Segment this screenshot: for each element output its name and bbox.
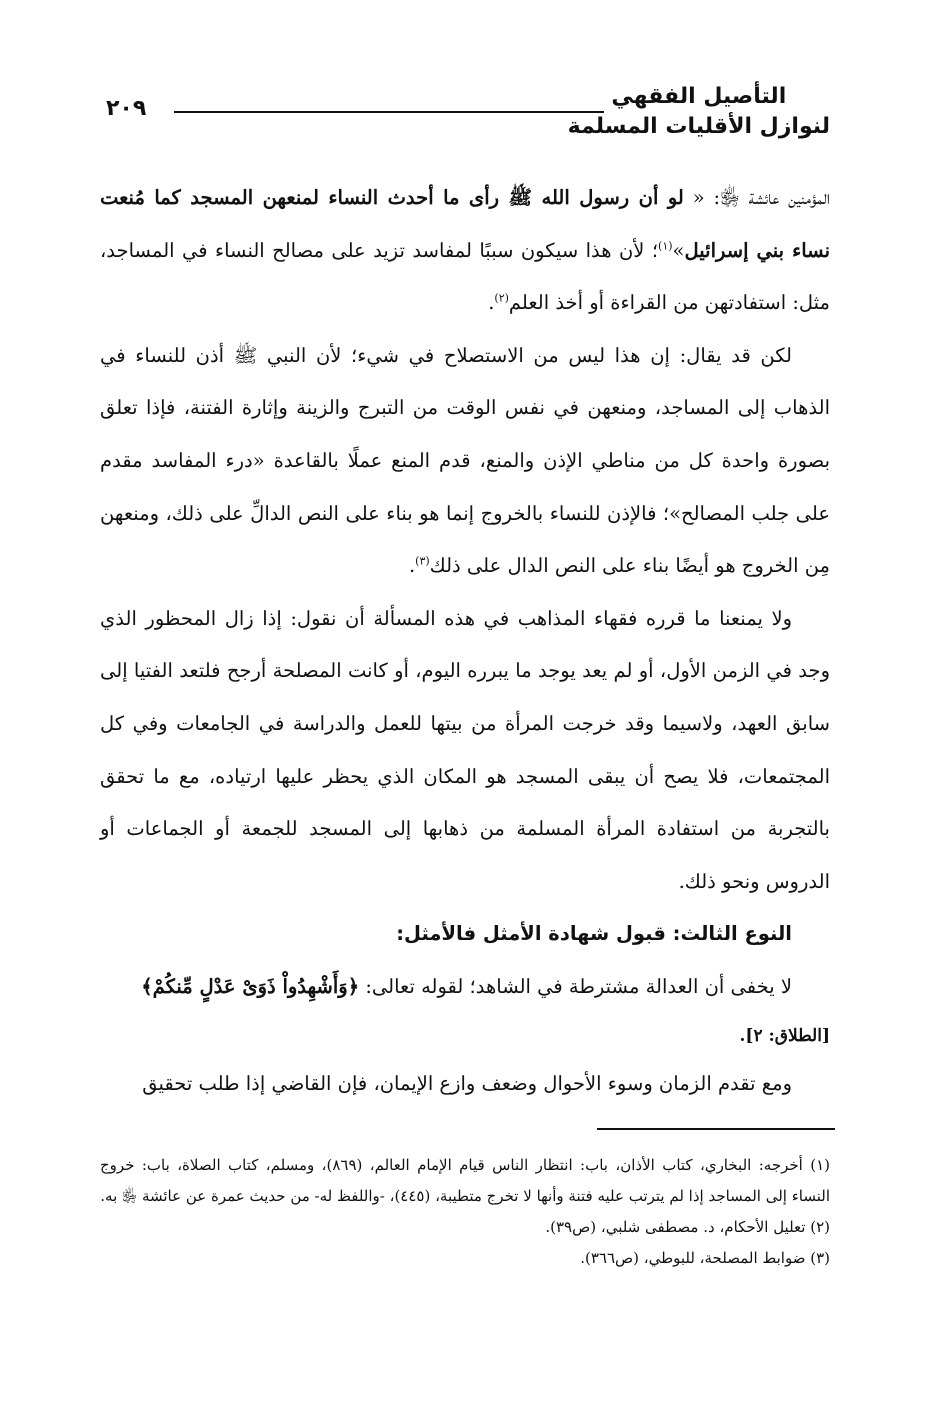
paragraph-1	[100, 172, 830, 330]
footnotes	[100, 1150, 830, 1274]
book-title-line-2: لنوازل الأقليات المسلمة	[567, 114, 830, 139]
footnote-marker-1: (١)	[658, 239, 673, 253]
footnote-2: (٢) تعليل الأحكام، د. مصطفى شلبي، (ص٣٩).	[545, 1218, 830, 1236]
book-title-line-1: التأصيل الفقهي	[611, 84, 787, 109]
running-header	[100, 78, 830, 148]
paragraph-2-end: .	[408, 554, 416, 578]
paragraph-4-text: لا يخفى أن العدالة مشترطة في الشاهد؛ لقوله تعالى:	[359, 974, 792, 998]
main-text	[100, 172, 830, 1110]
quran-verse: ﴿وَأَشْهِدُواْ ذَوَىْ عَدْلٍ مِّنكُمْ﴾	[141, 974, 360, 998]
paragraph-5: ومع تقدم الزمان وسوء الأحوال وضعف وازع الإيمان، فإن القاضي إذا طلب تحقيق	[142, 1071, 792, 1095]
header-rule	[174, 111, 604, 113]
quran-reference: [الطلاق: ٢].	[739, 1025, 830, 1046]
footnote-3: (٣) ضوابط المصلحة، للبوطي، (ص٣٦٦).	[580, 1249, 830, 1267]
section-heading: النوع الثالث: قبول شهادة الأمثل فالأمثل:	[396, 922, 792, 946]
page-number: ٢٠٩	[106, 96, 147, 121]
paragraph-2-text: لكن قد يقال: إن هذا ليس من الاستصلاح في شيء؛ لأن النبي ﷺ أذن للنساء في الذهاب إلى المساجد، ومنعهن في نفس الوقت من التبرج والزينة وإثارة الفتنة، فإذا تعلق بصورة واحدة كل من مناطي الإذن والمنع، قدم المنع عملًا بالقاعدة «درء المفاسد مقدم على جلب المصالح»؛ فالإذن للنساء بالخروج إنما هو بناء على النص الدالِّ على ذلك، ومنعهن مِن الخروج هو أيضًا بناء على النص الدال على ذلك	[100, 343, 830, 578]
paragraph-1-intro: المؤمنين عائشة ﵂: «	[683, 186, 830, 209]
paragraph-2	[100, 330, 830, 593]
book-title	[568, 82, 830, 142]
paragraph-1-end: .	[488, 291, 495, 315]
footnote-marker-2: (٢)	[494, 291, 509, 305]
hadith-quote: لو أن رسول الله ﷺ رأى ما أحدث النساء لمنعهن المسجد كما مُنعت نساء بني إسرائيل	[100, 186, 830, 262]
footnote-1: (١) أخرجه: البخاري، كتاب الأذان، باب: انتظار الناس قيام الإمام العالم، (٨٦٩)، ومسلم، كتاب الصلاة، باب: خروج النساء إلى المساجد إذا لم يترتب عليه فتنة وأنها لا تخرج متطيبة، (٤٤٥)، -واللفظ له- من حديث عمرة عن عائشة ﵂ به.	[100, 1156, 830, 1205]
quote-close: »	[672, 238, 685, 262]
paragraph-3: ولا يمنعنا ما قرره فقهاء المذاهب في هذه المسألة أن نقول: إذا زال المحظور الذي وجد في الزمن الأول، أو لم يعد يوجد ما يبرره اليوم، أو كانت المصلحة أرجح فلتعد الفتيا إلى سابق العهد، ولاسيما وقد خرجت المرأة من بيتها للعمل والدراسة في الجامعات وفي كل المجتمعات، فلا يصح أن يبقى المسجد هو المكان الذي يحظر عليها ارتياده، مع ما تحقق بالتجربة من استفادة المرأة المسلمة من ذهابها إلى المسجد للجمعة أو الجماعات أو الدروس ونحو ذلك.	[100, 606, 830, 893]
footnote-marker-3: (٣)	[415, 554, 430, 568]
paragraph-4	[100, 961, 830, 1014]
paragraph-1-body: ؛ لأن هذا سيكون سببًا لمفاسد تزيد على مصالح النساء في المساجد، مثل: استفادتهن من القراءة أو أخذ العلم	[100, 238, 830, 315]
footnote-separator	[597, 1128, 835, 1130]
